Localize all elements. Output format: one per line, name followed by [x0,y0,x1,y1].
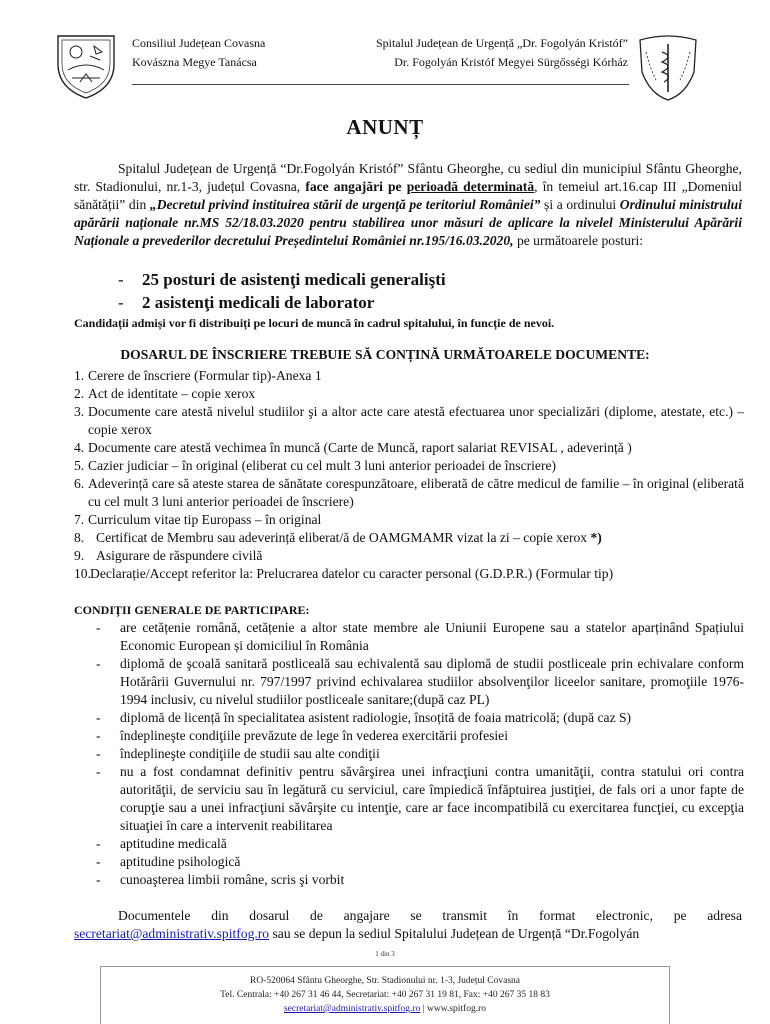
county-council-hu: Kovászna Megye Tanácsa [132,55,257,69]
footer [100,974,670,1016]
intro-order-title: Ordinului ministrului apărării naționale nr.MS 52/18.03.2020 pentru stabilirea unor măsuri de aplicare la nivelel Ministerului Apărării Naționale a prevederilor decretului Președintelui României nr.195/16.03.2020, [74,197,742,248]
intro-text-bold: face angajări pe [305,179,402,194]
conditions-list [96,619,744,889]
header-divider [132,84,629,85]
county-council-ro: Consiliul Județean Covasna [132,36,266,50]
hospital-emblem-icon [636,32,700,102]
county-council-header [132,34,265,72]
intro-text-1: Spitalul Județean de Urgență “Dr.Fogolyán Kristóf” Sfântu Gheorghe, cu sediul din municipiul Sfântu Gheorghe, str. Stadionului, nr.1-3, județul Covasna, [74,161,742,194]
list-item: - îndeplineşte condiţiile prevăzute de lege în vederea exercitării profesiei [96,728,508,743]
intro-text-underlined: perioadă determinată [406,179,535,194]
secretariat-email-link[interactable]: secretariat@administrativ.spitfog.ro [74,926,270,941]
list-item: - diplomă de licență în specialitatea asistent radiologie, însoțită de foaia matricolă; (după caz S) [96,710,632,725]
county-coat-of-arms-icon [54,30,118,100]
list-item: 6. Adeverință care să ateste starea de sănătate corespunzătoare, eliberată de către medicul de familie – în original (eliberată cu cel mult 3 luni anterior perioadei de înscriere) [74,476,744,509]
page-title: ANUNȚ [346,115,424,139]
post-label: 25 posturi de asistenţi medicali generalişti [142,270,446,289]
documents-title: DOSARUL DE ÎNSCRIERE TREBUIE SĂ CONȚINĂ URMĂTOARELE DOCUMENTE: [120,347,650,362]
intro-decree-title: „Decretul privind instituirea stării de urgență pe teritoriul României” [149,197,541,212]
intro-text-4: pe următoarele posturi: [513,233,644,248]
list-item: - aptitudine psihologică [96,854,241,869]
list-item: 3. Documente care atestă nivelul studiilor şi a altor acte care atestă efectuarea unor specializări (diplome, atestate, etc.) – copie xerox [74,404,744,437]
footer-phones: Tel. Centrala: +40 267 31 46 44, Secretariat: +40 267 31 19 81, Fax: +40 267 35 18 83 [220,990,550,1000]
post-label: 2 asistenţi medicali de laborator [142,293,375,312]
footer-email-link[interactable]: secretariat@administrativ.spitfog.ro [283,1004,421,1014]
footer-contact: secretariat@administrativ.spitfog.ro | www.spitfog.ro [283,1004,487,1014]
hospital-name-ro: Spitalul Județean de Urgență „Dr. Fogolyán Kristóf” [375,36,628,50]
list-item: 5. Cazier judiciar – în original (eliberat cu cel mult 3 luni anterior perioadei de înscriere) [74,458,557,473]
post-item: - 2 asistenţi medicali de laborator [118,293,375,312]
list-item: 9. Asigurare de răspundere civilă [74,548,263,563]
conditions-title: CONDIŢII GENERALE DE PARTICIPARE: [74,603,310,617]
intro-paragraph [74,160,742,250]
list-item: - diplomă de şcoală sanitară postliceală sau echivalentă sau diplomă de studii postliceale prin echivalare conform Hotărârii Guvernului nr. 797/1997 privind echivalarea studiilor absolvenţilor liceelor sanitare, promoţiile 1976-1994 inclusiv, cu nivelul studiilor postliceale sanitare;(după caz PL) [96,656,744,707]
hospital-header [332,34,628,72]
list-item: 7. Curriculum vitae tip Europass – în original [74,512,322,527]
list-item: 10. Declarație/Accept referitor la: Prelucrarea datelor cu caracter personal (G.D.P.R.) (Formular tip) [74,566,614,581]
list-item: - aptitudine medicală [96,836,227,851]
intro-text-3: și a ordinului [540,197,620,212]
intro-text-2: , în temeiul art.16.cap III „Domeniul sănătății” din [74,179,742,212]
list-item: 4. Documente care atestă vechimea în muncă (Carte de Muncă, raport salariat REVISAL , adeverință ) [74,440,632,455]
closing-paragraph: Documentele din dosarul de angajare se transmit în format electronic, pe adresa secretariat@administrativ.spitfog.ro sau se depun la sediul Spitalului Județean de Urgență “Dr.Fogolyán [74,908,742,941]
list-item: 8. Certificat de Membru sau adeverință eliberat/ă de OAMGMAMR vizat la zi – copie xerox *) [74,530,602,545]
footer-divider [100,966,670,967]
documents-list [74,367,744,583]
list-item: - nu a fost condamnat definitiv pentru săvârşirea unei infracţiuni contra umanităţii, contra statului ori contra autorităţii, de serviciu sau în legătură cu serviciul, care împiedică înfăptuirea justiţiei, de fals ori a unor fapte de corupţie sau a unei infracţiuni săvârşite cu intenţie, care ar face incompatibilă cu exercitarea funcţiei, cu excepţia situaţiei în care a intervenit reabilitarea [96,764,744,833]
list-item: - cunoaşterea limbii române, scris şi vorbit [96,872,345,887]
footer-address: RO-520064 Sfântu Gheorghe, Str. Stadionului nr. 1-3, Județul Covasna [249,976,521,986]
post-item: - 25 posturi de asistenţi medicali generalişti [118,270,446,289]
list-item: - are cetățenie română, cetățenie a altor state membre ale Uniunii Europene sau a statelor aparținând Spațiului Economic European și domiciliul în România [96,620,744,653]
list-item: 2. Act de identitate – copie xerox [74,386,256,401]
list-item: - îndeplineşte condiţiile de studii sau alte condiţii [96,746,380,761]
list-item: 1. Cerere de înscriere (Formular tip)-Anexa 1 [74,368,322,383]
footer-website[interactable]: www.spitfog.ro [426,1004,487,1014]
page-number: 1 din 3 [375,950,395,958]
candidates-note: Candidații admiși vor fi distribuiți pe locuri de muncă în cadrul spitalului, în funcție de nevoi. [74,316,555,330]
hospital-name-hu: Dr. Fogolyán Kristóf Megyei Sürgősségi Kórház [394,55,628,69]
